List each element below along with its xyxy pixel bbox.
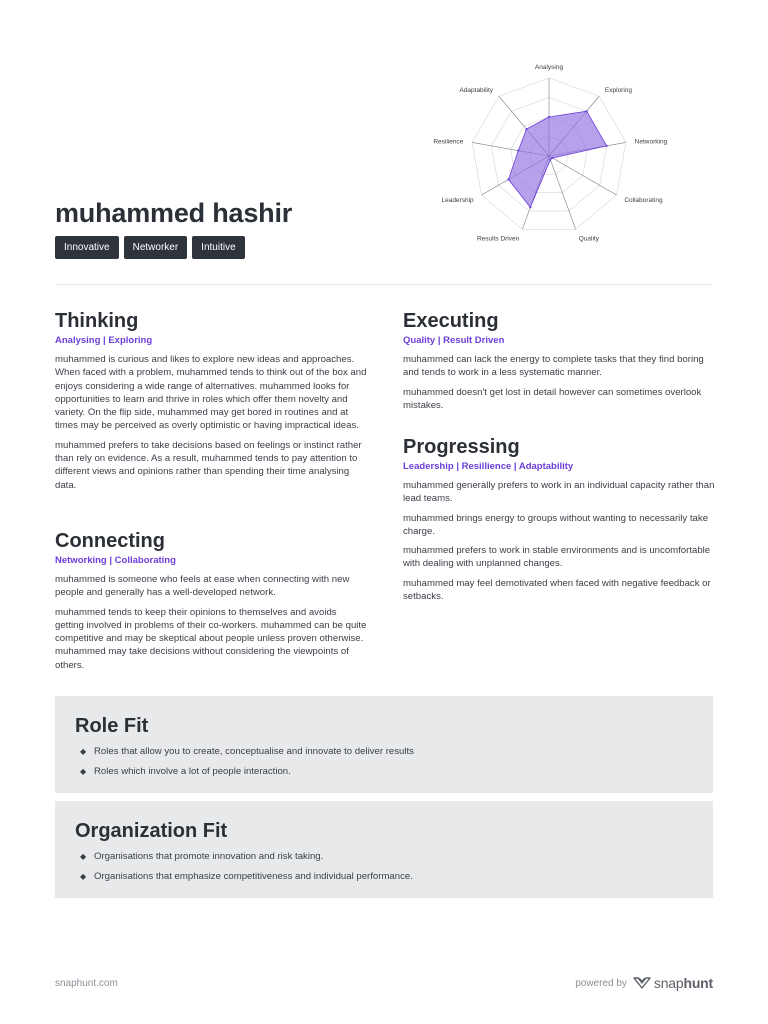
role-fit-list — [75, 745, 693, 778]
trait-tag: Innovative — [55, 236, 119, 259]
section-paragraph: muhammed generally prefers to work in an individual capacity rather than lead teams. — [403, 480, 715, 505]
list-item — [75, 745, 693, 758]
section-paragraph: muhammed is someone who feels at ease when connecting with new people and generally has a well-developed network. — [55, 574, 350, 599]
bullet-icon: ◆ — [80, 747, 87, 756]
brand-name-bold: hunt — [683, 975, 713, 991]
list-item-text: Roles which involve a lot of people interaction. — [94, 766, 291, 777]
list-item — [75, 850, 693, 863]
section-title: Connecting — [55, 530, 165, 552]
section-paragraph: muhammed doesn't get lost in detail however can sometimes overlook mistakes. — [403, 386, 702, 411]
section-paragraph: muhammed prefers to work in stable environments and is uncomfortable with dealing with unplanned changes. — [403, 545, 711, 570]
section-title: Thinking — [55, 310, 139, 332]
candidate-name: muhammed hashir — [55, 198, 293, 228]
radar-axis-label: Quality — [578, 235, 599, 243]
section-paragraph: muhammed prefers to take decisions based on feelings or instinct rather than rely on evidence. As a result, muhammed tends to pay attention to different views and opinions rather than spending their time analysing data. — [55, 439, 362, 491]
powered-by-label: powered by — [575, 977, 627, 989]
section-paragraph: muhammed is curious and likes to explore new ideas and approaches. When faced with a problem, muhammed tends to think out of the box and enjoys considering a wide range of alternatives. muhammed looks for opportunities to learn and thrive in roles which offer them novelty and variety. On the flip side, muhammed may get bored in routines and at times may be perceived as overly optimistic or having impractical ideas. — [55, 354, 367, 432]
radar-axis-label: Results Driven — [476, 235, 520, 243]
bullet-icon: ◆ — [80, 852, 87, 861]
org-fit-title: Organization Fit — [75, 820, 228, 842]
radar-axis-label: Networking — [634, 138, 668, 146]
list-item — [75, 765, 693, 778]
radar-axis-label: Exploring — [604, 86, 633, 94]
bullet-icon: ◆ — [80, 872, 87, 881]
radar-axis-label: Analysing — [534, 64, 564, 71]
radar-data-point — [529, 206, 531, 208]
snaphunt-logo[interactable] — [633, 975, 713, 991]
radar-axis-label: Adaptability — [459, 86, 494, 94]
radar-data-point — [551, 157, 553, 159]
list-item-text: Organisations that emphasize competitiveness and individual performance. — [94, 871, 413, 882]
section-subtitle: Analysing | Exploring — [55, 335, 153, 346]
radar-axis-label: Resilience — [433, 138, 464, 146]
trait-tag: Networker — [124, 236, 188, 259]
org-fit-box — [55, 801, 713, 898]
brand-name-light: snap — [653, 975, 684, 991]
section-paragraph: muhammed brings energy to groups without wanting to necessarily take charge. — [403, 512, 709, 537]
section-title: Progressing — [403, 436, 520, 458]
section-subtitle: Networking | Collaborating — [55, 555, 176, 566]
org-fit-list — [75, 850, 693, 883]
radar-axis-line — [549, 156, 617, 195]
section-paragraph: muhammed tends to keep their opinions to themselves and avoids getting involved in problems of their co-workers. muhammed can be quite competitive and may be skeptical about people unless proven otherwise. muhammed may take decisions without considering the viewpoints of others. — [55, 606, 367, 671]
list-item — [75, 870, 693, 883]
radar-data-point — [549, 159, 551, 161]
brand-name — [654, 975, 713, 991]
trait-tag: Intuitive — [192, 236, 244, 259]
radar-svg — [430, 64, 670, 243]
trait-radar-chart — [430, 64, 670, 243]
radar-axis-label: Leadership — [441, 197, 474, 204]
radar-data-point — [517, 149, 519, 151]
section-paragraph: muhammed can lack the energy to complete tasks that they find boring and tends to work in a less systematic manner. — [403, 354, 704, 379]
role-fit-title: Role Fit — [75, 715, 149, 737]
snaphunt-logo-icon — [633, 976, 651, 990]
executing-section — [403, 309, 715, 412]
connecting-section — [55, 529, 367, 672]
thinking-section — [55, 309, 367, 492]
section-title: Executing — [403, 310, 499, 332]
radar-data-point — [525, 128, 527, 130]
radar-data-point — [586, 110, 588, 112]
radar-data-point — [606, 145, 608, 147]
footer-site-link[interactable]: snaphunt.com — [55, 978, 118, 989]
trait-tags — [55, 236, 245, 259]
powered-by — [575, 975, 713, 991]
section-subtitle: Leadership | Resillience | Adaptability — [403, 461, 574, 472]
radar-data-point — [507, 178, 509, 180]
section-subtitle: Quality | Result Driven — [403, 335, 505, 346]
section-paragraph: muhammed may feel demotivated when faced with negative feedback or setbacks. — [403, 577, 711, 603]
bullet-icon: ◆ — [80, 767, 87, 776]
list-item-text: Organisations that promote innovation and risk taking. — [94, 851, 324, 862]
progressing-section — [403, 435, 715, 603]
radar-axis-label: Collaborating — [624, 197, 663, 204]
role-fit-box — [55, 696, 713, 793]
list-item-text: Roles that allow you to create, conceptualise and innovate to deliver results — [94, 746, 414, 757]
header-divider — [55, 284, 713, 285]
radar-data-point — [548, 116, 550, 118]
